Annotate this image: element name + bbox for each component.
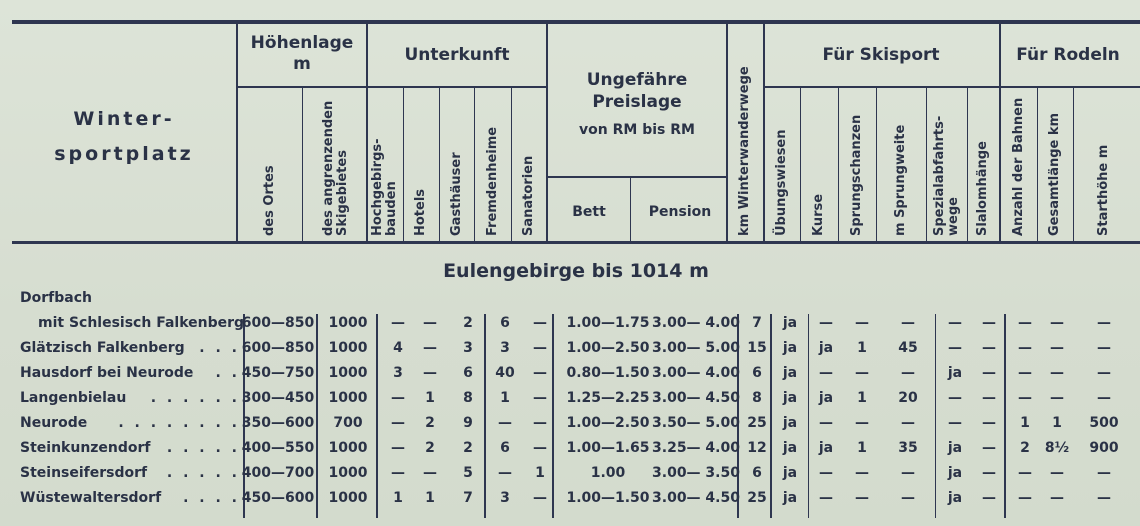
table-cell: ja	[782, 440, 798, 456]
table-cell: 20	[898, 390, 918, 406]
table-cell: —	[1097, 315, 1111, 331]
table-cell: 6	[500, 440, 510, 456]
table-cell: 1.00—1.65	[566, 440, 650, 456]
table-cell: 1.00—1.75	[566, 315, 650, 331]
table-cell: —	[423, 365, 437, 381]
table-cell: 3	[463, 340, 473, 356]
leader-dots: . . . . .	[166, 440, 240, 456]
table-cell: —	[391, 315, 405, 331]
table-cell: —	[982, 415, 996, 431]
table-cell: —	[533, 415, 547, 431]
col-gesamtlaenge: Gesamtlänge km	[1047, 112, 1062, 236]
table-row	[0, 337, 1140, 360]
table-cell: —	[1050, 315, 1064, 331]
table-cell: 45	[898, 340, 918, 356]
vline	[511, 88, 512, 242]
vline	[439, 88, 440, 242]
vline	[302, 88, 303, 242]
table-cell: 6	[752, 365, 762, 381]
table-cell: 3.00— 5.00	[652, 340, 740, 356]
table-cell: 1	[1020, 415, 1030, 431]
col-slalomhaenge: Slalomhänge	[975, 141, 990, 236]
table-cell: —	[1018, 340, 1032, 356]
table-row	[0, 287, 1140, 310]
table-cell: —	[533, 365, 547, 381]
table-cell: —	[901, 415, 915, 431]
col-sprungweite: m Sprungweite	[893, 124, 908, 236]
place-header-line1: Winter-	[73, 108, 175, 130]
col-spezialabfahrtswege	[933, 116, 961, 236]
preislage-title-1: Ungefähre	[586, 70, 688, 90]
leader-dots: . . . . . . . .	[118, 415, 240, 431]
table-cell: —	[423, 315, 437, 331]
table-cell: ja	[782, 390, 798, 406]
table-cell: 900	[1089, 440, 1119, 456]
table-cell: 40	[495, 365, 515, 381]
table-cell: 1.00—1.50	[566, 490, 650, 506]
table-cell: —	[533, 390, 547, 406]
table-cell: 2	[425, 415, 435, 431]
vline	[366, 24, 368, 242]
table-cell: ja	[947, 490, 963, 506]
table-cell: —	[533, 490, 547, 506]
table-cell: —	[1097, 465, 1111, 481]
table-cell: 400—700	[241, 465, 315, 481]
table-cell: 1000	[328, 490, 368, 506]
table-cell: 600—850	[241, 315, 315, 331]
vline	[1037, 88, 1038, 242]
vline	[403, 88, 404, 242]
vline	[474, 88, 475, 242]
table-cell: —	[819, 490, 833, 506]
table-cell: 1	[425, 390, 435, 406]
table-cell: ja	[818, 390, 834, 406]
table-cell: —	[819, 315, 833, 331]
place-name: Steinseifersdorf	[20, 465, 148, 481]
table-cell: —	[855, 415, 869, 431]
col-uebungswiesen: Übungswiesen	[774, 129, 789, 236]
table-cell: 6	[463, 365, 473, 381]
table-cell: 1	[857, 440, 867, 456]
table-cell: ja	[782, 365, 798, 381]
table-cell: 2	[425, 440, 435, 456]
table-cell: —	[948, 340, 962, 356]
place-name: Langenbielau	[20, 390, 127, 406]
table-cell: —	[1018, 390, 1032, 406]
table-cell: —	[1097, 365, 1111, 381]
table-cell: 1000	[328, 465, 368, 481]
table-cell: 1000	[328, 365, 368, 381]
table-cell: 2	[463, 440, 473, 456]
pension-header: Pension	[648, 204, 712, 220]
table-cell: ja	[782, 340, 798, 356]
table-cell: —	[901, 315, 915, 331]
leader-dots: . . . . . .	[150, 390, 240, 406]
vline	[726, 24, 728, 242]
table-cell: 25	[747, 490, 767, 506]
table-row	[0, 462, 1140, 485]
table-cell: 7	[463, 490, 473, 506]
col-winterwanderwege: km Winterwanderwege	[737, 66, 752, 236]
table-cell: —	[1018, 465, 1032, 481]
table-cell: —	[982, 365, 996, 381]
table-cell: —	[1050, 365, 1064, 381]
col-hochgebirgs-line2: bauden	[384, 181, 399, 236]
table-cell: —	[982, 315, 996, 331]
col-skigebiet	[322, 101, 350, 236]
col-anzahl-bahnen: Anzahl der Bahnen	[1011, 97, 1026, 236]
vline	[967, 88, 968, 242]
vline	[1073, 88, 1074, 242]
col-gasthaeuser: Gasthäuser	[449, 152, 464, 236]
table-cell: —	[498, 415, 512, 431]
table-cell: —	[1018, 365, 1032, 381]
table-cell: 3.00— 4.50	[652, 390, 740, 406]
table-cell: 3.25— 4.00	[652, 440, 740, 456]
section-title: Eulengebirge bis 1014 m	[443, 260, 709, 282]
table-cell: 1.00—2.50	[566, 340, 650, 356]
col-sprungschanzen: Sprungschanzen	[849, 114, 864, 236]
table-cell: 3.00— 3.50	[652, 465, 740, 481]
table-cell: —	[948, 390, 962, 406]
table-cell: ja	[782, 465, 798, 481]
table-cell: 350—600	[241, 415, 315, 431]
place-name: Wüstewaltersdorf	[20, 490, 162, 506]
table-cell: 3	[393, 365, 403, 381]
place-name: Hausdorf bei Neurode	[20, 365, 194, 381]
table-cell: ja	[947, 440, 963, 456]
vline	[926, 88, 927, 242]
table-cell: —	[533, 340, 547, 356]
table-cell: —	[982, 465, 996, 481]
col-hochgebirgs-line1: Hochgebirgs-	[370, 138, 385, 236]
table-cell: 3.50— 5.00	[652, 415, 740, 431]
table-cell: —	[982, 490, 996, 506]
table-cell: 8	[463, 390, 473, 406]
preis-sub-rule	[547, 176, 727, 178]
table-cell: 6	[500, 315, 510, 331]
table-cell: —	[1018, 315, 1032, 331]
table-cell: 1	[500, 390, 510, 406]
preislage-title-2: Preislage	[592, 92, 682, 112]
table-cell: —	[901, 490, 915, 506]
table-cell: —	[855, 465, 869, 481]
table-cell: 25	[747, 415, 767, 431]
table-cell: 8	[752, 390, 762, 406]
unterkunft-title: Unterkunft	[404, 45, 510, 65]
table-cell: —	[533, 440, 547, 456]
table-row	[0, 312, 1140, 335]
table-cell: 3.00— 4.00	[652, 365, 740, 381]
col-sanatorien: Sanatorien	[521, 155, 536, 236]
table-cell: 1	[393, 490, 403, 506]
col-hotels: Hotels	[413, 188, 428, 236]
table-cell: ja	[782, 490, 798, 506]
table-cell: —	[423, 340, 437, 356]
table-cell: —	[819, 465, 833, 481]
table-cell: 2	[1020, 440, 1030, 456]
table-cell: 12	[747, 440, 767, 456]
table-cell: —	[1097, 490, 1111, 506]
table-cell: 3.00— 4.50	[652, 490, 740, 506]
table-cell: ja	[782, 415, 798, 431]
vline	[999, 24, 1001, 242]
table-cell: 1	[1052, 415, 1062, 431]
table-cell: ja	[782, 315, 798, 331]
table-cell: —	[1050, 390, 1064, 406]
table-row	[0, 387, 1140, 410]
col-kurse: Kurse	[811, 193, 826, 236]
table-cell: ja	[818, 340, 834, 356]
leader-dots: . .	[215, 365, 240, 381]
table-cell: 700	[333, 415, 363, 431]
table-cell: —	[533, 315, 547, 331]
table-cell: 1.00	[590, 465, 626, 481]
table-cell: —	[1097, 340, 1111, 356]
table-cell: 1000	[328, 440, 368, 456]
bett-header: Bett	[572, 204, 606, 220]
table-cell: 8½	[1044, 440, 1070, 456]
table-cell: 0.80—1.50	[566, 365, 650, 381]
table-cell: 450—600	[241, 490, 315, 506]
vline	[546, 24, 548, 242]
hoehenlage-title: Höhenlage	[250, 33, 354, 53]
col-des-ortes: des Ortes	[262, 165, 277, 236]
table-cell: —	[391, 390, 405, 406]
col-starthoehe: Starthöhe m	[1096, 144, 1111, 236]
table-cell: 1000	[328, 315, 368, 331]
col-spezial-line1: Spezialabfahrts-	[932, 115, 947, 236]
table-cell: 7	[752, 315, 762, 331]
table-cell: 5	[463, 465, 473, 481]
table-cell: —	[1018, 490, 1032, 506]
table-cell: —	[948, 315, 962, 331]
place-name: Neurode	[20, 415, 88, 431]
place-name: Dorfbach	[20, 290, 92, 306]
table-cell: —	[391, 440, 405, 456]
vline	[630, 178, 631, 242]
table-cell: —	[982, 340, 996, 356]
table-cell: —	[901, 365, 915, 381]
table-cell: —	[1097, 390, 1111, 406]
vline	[800, 88, 801, 242]
place-name: Steinkunzendorf	[20, 440, 151, 456]
table-cell: —	[982, 440, 996, 456]
table-cell: 9	[463, 415, 473, 431]
col-hochgebirgsbauden	[371, 138, 399, 236]
place-name: mit Schlesisch Falkenberg	[38, 315, 245, 331]
vline	[236, 24, 238, 242]
table-cell: 300—450	[241, 390, 315, 406]
table-cell: —	[855, 490, 869, 506]
col-spezial-line2: wege	[946, 197, 961, 236]
table-cell: 450—750	[241, 365, 315, 381]
place-header-line2: sportplatz	[54, 143, 194, 165]
table-cell: 1000	[328, 340, 368, 356]
table-cell: 1	[425, 490, 435, 506]
ski-title: Für Skisport	[822, 45, 940, 65]
leader-dots: . . . . .	[166, 465, 240, 481]
preislage-sub: von RM bis RM	[579, 122, 695, 138]
top-rule	[12, 20, 1140, 24]
table-cell: 6	[752, 465, 762, 481]
table-cell: 3	[500, 340, 510, 356]
table-cell: 3	[500, 490, 510, 506]
table-row	[0, 487, 1140, 510]
table-cell: 3.00— 4.00	[652, 315, 740, 331]
rodeln-title: Für Rodeln	[1016, 45, 1120, 65]
vline	[763, 24, 765, 242]
table-cell: 1.25—2.25	[566, 390, 650, 406]
table-cell: 15	[747, 340, 767, 356]
table-cell: —	[819, 365, 833, 381]
table-cell: 1	[857, 390, 867, 406]
leader-dots: . . .	[199, 340, 240, 356]
table-cell: 500	[1089, 415, 1119, 431]
table-cell: —	[982, 390, 996, 406]
unterkunft-sub-rule	[367, 86, 547, 88]
table-cell: —	[391, 465, 405, 481]
table-row	[0, 437, 1140, 460]
table-cell: —	[901, 465, 915, 481]
table-cell: 1.00—2.50	[566, 415, 650, 431]
rodeln-sub-rule	[1000, 86, 1140, 88]
header-bottom-rule	[12, 241, 1140, 244]
table-cell: 1	[857, 340, 867, 356]
table-cell: —	[1050, 465, 1064, 481]
table-cell: ja	[947, 465, 963, 481]
col-skigebiet-line2: Skigebietes	[335, 150, 350, 236]
table-cell: —	[948, 415, 962, 431]
col-skigebiet-line1: des angrenzenden	[321, 100, 336, 236]
table-cell: —	[855, 365, 869, 381]
col-fremdenheime: Fremdenheime	[485, 126, 500, 236]
table-cell: 2	[463, 315, 473, 331]
table-cell: 600—850	[241, 340, 315, 356]
table-row	[0, 412, 1140, 435]
place-name: Glätzisch Falkenberg	[20, 340, 185, 356]
table-cell: —	[1050, 490, 1064, 506]
table-cell: 1	[535, 465, 545, 481]
table-cell: —	[423, 465, 437, 481]
table-cell: ja	[947, 365, 963, 381]
table-cell: 1000	[328, 390, 368, 406]
table-row	[0, 362, 1140, 385]
leader-dots: . . . .	[183, 490, 240, 506]
hoehenlage-unit: m	[293, 54, 311, 74]
table-cell: 4	[393, 340, 403, 356]
table-cell: —	[1050, 340, 1064, 356]
table-cell: ja	[818, 440, 834, 456]
table-cell: 400—550	[241, 440, 315, 456]
table-cell: —	[498, 465, 512, 481]
table-cell: —	[855, 315, 869, 331]
table-cell: —	[819, 415, 833, 431]
vline	[838, 88, 839, 242]
vline	[876, 88, 877, 242]
table-cell: —	[391, 415, 405, 431]
table-cell: 35	[898, 440, 918, 456]
